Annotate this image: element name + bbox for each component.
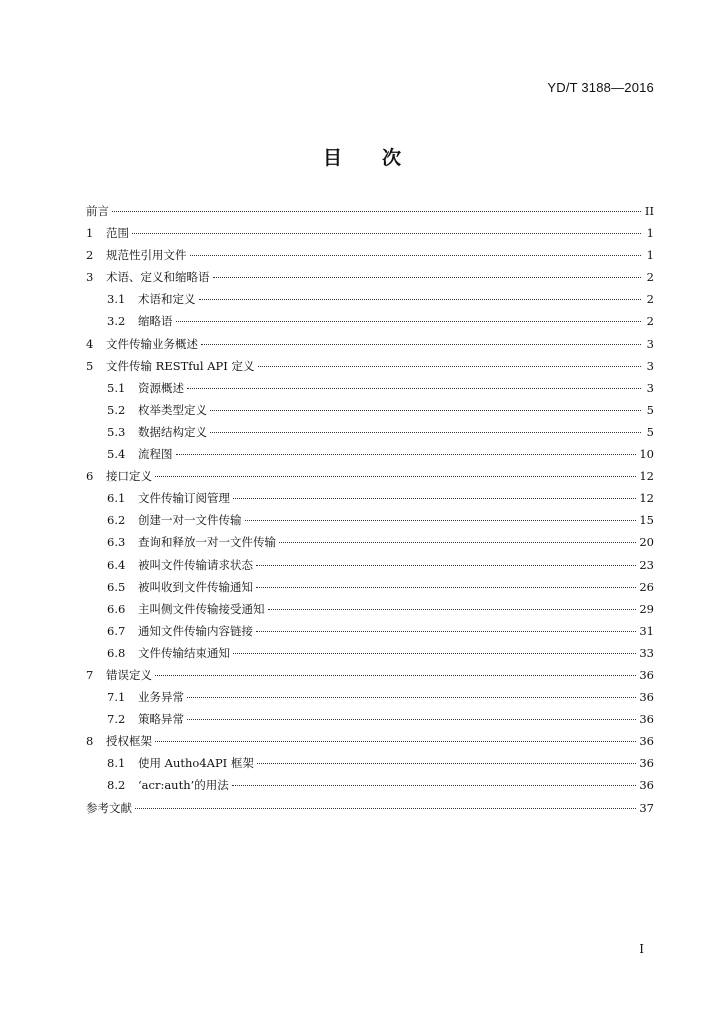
toc-entry-page: 5 [646,402,654,417]
toc-entry-page: 31 [639,623,654,638]
toc-entry[interactable] [86,509,654,531]
dot-leader [232,785,637,786]
toc-entry-number: 7.2 [107,712,126,727]
toc-entry-label: 主叫侧文件传输接受通知 [138,601,265,616]
toc-entry[interactable] [86,443,654,465]
toc-entry-label: 被叫收到文件传输通知 [138,579,253,594]
toc-entry[interactable] [86,752,654,774]
toc-entry-page: 1 [646,226,654,241]
toc-entry-number: 1 [86,226,94,241]
toc-entry-number: 7.1 [107,690,126,705]
toc-entry-number: 2 [86,248,94,263]
dot-leader [176,454,637,455]
toc-entry-label: 缩略语 [138,314,173,329]
toc-entry[interactable] [86,708,654,730]
dot-leader [155,675,636,676]
dot-leader [132,233,641,234]
dot-leader [210,410,641,411]
toc-entry-number: 8.2 [107,778,126,793]
toc-entry-label: 参考文献 [86,800,132,815]
toc-entry-page: 36 [639,712,654,727]
toc-entry-number: 5 [86,358,94,373]
toc-entry-page: 2 [646,270,654,285]
dot-leader [135,808,636,809]
toc-entry-number: 6.6 [107,601,126,616]
dot-leader [210,432,641,433]
toc-entry[interactable] [86,487,654,509]
toc-entry-label: 术语和定义 [138,292,196,307]
toc-entry[interactable] [86,310,654,332]
dot-leader [257,763,636,764]
toc-entry-number: 5.1 [107,380,126,395]
toc-entry-page: 2 [646,314,654,329]
toc-entry[interactable] [86,421,654,443]
toc-entry-page: II [644,204,654,218]
toc-entry-label: 业务异常 [138,690,184,705]
toc-entry-number: 3.2 [107,314,126,329]
toc-entry-label: 创建一对一文件传输 [138,513,242,528]
toc-entry-label: 错误定义 [106,667,152,682]
toc-entry-label: 范围 [106,226,129,241]
toc-entry-label: 文件传输 RESTful API 定义 [106,358,255,373]
toc-entry-number: 5.4 [107,447,126,462]
toc-entry-page: 37 [639,800,654,815]
toc-entry-label: 文件传输订阅管理 [138,491,230,506]
toc-entry[interactable] [86,554,654,576]
toc-entry-page: 33 [639,645,654,660]
dot-leader [155,476,636,477]
dot-leader [190,255,642,256]
toc-entry-number: 5.2 [107,402,126,417]
toc-entry-number: 5.3 [107,424,126,439]
dot-leader [279,542,636,543]
dot-leader [201,344,641,345]
dot-leader [112,211,641,212]
toc-entry[interactable] [86,576,654,598]
dot-leader [256,565,636,566]
toc-entry-label: 文件传输结束通知 [138,645,230,660]
toc-entry-label: 策略异常 [138,712,184,727]
toc-entry-number: 6.7 [107,623,126,638]
toc-entry-number: 6.8 [107,645,126,660]
toc-entry-label: 通知文件传输内容链接 [138,623,253,638]
toc-entry[interactable] [86,642,654,664]
dot-leader [199,299,642,300]
toc-entry[interactable] [86,598,654,620]
toc-entry-label: 术语、定义和缩略语 [106,270,210,285]
toc-entry[interactable] [86,355,654,377]
toc-entry-label: 资源概述 [138,380,184,395]
dot-leader [233,498,636,499]
toc-entry-page: 12 [639,469,654,484]
toc-entry-label: 授权框架 [106,734,152,749]
toc-entry-label: 文件传输业务概述 [106,336,198,351]
toc-entry[interactable] [86,200,654,222]
toc-entry-page: 36 [639,756,654,771]
toc-entry-page: 3 [646,336,654,351]
toc-entry-number: 7 [86,667,94,682]
dot-leader [256,631,636,632]
toc-entry-page: 5 [646,424,654,439]
toc-entry-number: 3.1 [107,292,126,307]
toc-entry[interactable] [86,531,654,553]
dot-leader [155,741,636,742]
toc-entry[interactable] [86,288,654,310]
dot-leader [258,366,642,367]
toc-entry-label: 枚举类型定义 [138,402,207,417]
toc-entry-label: 数据结构定义 [138,424,207,439]
dot-leader [245,520,637,521]
toc-entry-number: 6 [86,469,94,484]
dot-leader [233,653,636,654]
toc-entry[interactable] [86,377,654,399]
toc-entry-label: 查询和释放一对一文件传输 [138,535,276,550]
toc-entry-page: 10 [639,447,654,462]
dot-leader [256,587,636,588]
toc-entry-number: 8.1 [107,756,126,771]
toc-entry-page: 3 [646,380,654,395]
toc-entry-number: 6.2 [107,513,126,528]
toc-entry-page: 20 [639,535,654,550]
toc-entry-page: 36 [639,667,654,682]
table-of-contents [86,200,654,819]
toc-entry[interactable] [86,266,654,288]
toc-entry-number: 6.3 [107,535,126,550]
toc-entry-page: 2 [646,292,654,307]
dot-leader [187,697,636,698]
toc-entry-number: 8 [86,734,94,749]
toc-entry[interactable] [86,333,654,355]
toc-entry-page: 12 [639,491,654,506]
toc-entry-page: 23 [639,557,654,572]
toc-entry[interactable] [86,730,654,752]
dot-leader [213,277,642,278]
toc-entry-number: 6.5 [107,579,126,594]
toc-entry[interactable] [86,620,654,642]
toc-entry-number: 6.1 [107,491,126,506]
toc-entry-label: 被叫文件传输请求状态 [138,557,253,572]
toc-entry-page: 36 [639,778,654,793]
toc-entry-number: 6.4 [107,557,126,572]
toc-entry[interactable] [86,774,654,796]
toc-entry[interactable] [86,664,654,686]
toc-entry-page: 36 [639,734,654,749]
page-number: I [639,942,644,956]
dot-leader [268,609,637,610]
toc-entry-label: 前言 [86,204,109,218]
toc-entry[interactable] [86,399,654,421]
toc-entry-page: 15 [639,513,654,528]
toc-entry-label: 规范性引用文件 [106,248,187,263]
toc-entry-page: 26 [639,579,654,594]
toc-entry[interactable] [86,797,654,819]
toc-entry-number: 4 [86,336,94,351]
dot-leader [187,388,641,389]
page-title: 目次 [322,147,441,169]
toc-entry-number: 3 [86,270,94,285]
toc-entry[interactable] [86,686,654,708]
toc-entry-label: 接口定义 [106,469,152,484]
dot-leader [176,321,642,322]
toc-entry-label: 使用 Autho4API 框架 [138,756,254,771]
toc-entry-label: 流程图 [138,447,173,462]
toc-entry-page: 29 [639,601,654,616]
toc-entry-page: 36 [639,690,654,705]
toc-entry-page: 1 [646,248,654,263]
toc-entry[interactable] [86,465,654,487]
toc-entry[interactable] [86,244,654,266]
toc-entry-label: ‘acr:auth’的用法 [138,778,229,793]
toc-entry[interactable] [86,222,654,244]
dot-leader [187,719,636,720]
toc-entry-page: 3 [646,358,654,373]
document-code: YD/T 3188—2016 [547,80,654,95]
